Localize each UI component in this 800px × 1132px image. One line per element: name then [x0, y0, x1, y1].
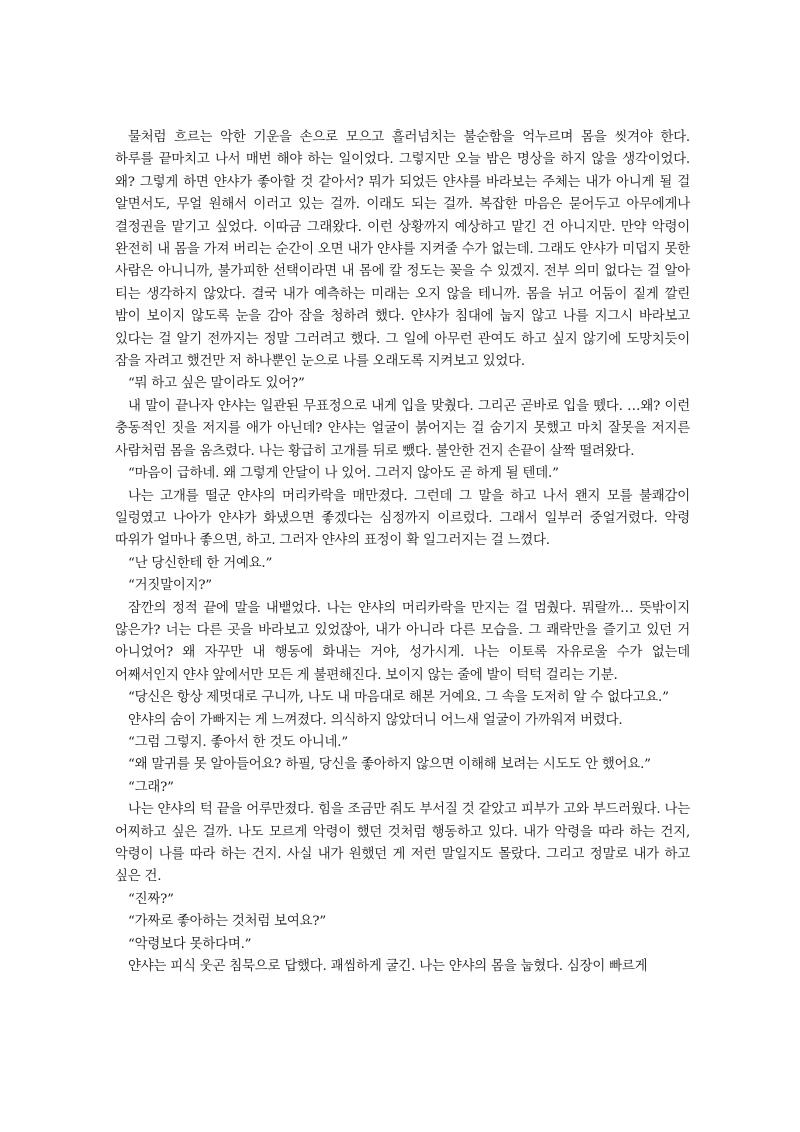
paragraph: “악령보다 못하다며.” — [128, 936, 252, 952]
paragraph: 얀샤의 숨이 가빠지는 게 느껴졌다. 의식하지 않았더니 어느새 얼굴이 가까워져 버렸다. — [128, 712, 623, 728]
paragraph: 나는 얀샤의 턱 끝을 어루만졌다. 힘을 조금만 줘도 부서질 것 같았고 피부가 고와 부드러웠다. 나는 어찌하고 싶은 걸까. 나도 모르게 악령이 했던 것처럼 행동하고 있다. 내가 악령을 따라 하는 건지, 악령이 나를 따라 하는 건지. 사실 내가 원했던 게 저런 말일지도 몰랐다. 그리고 정말로 내가 하고 싶은 건. — [115, 802, 690, 885]
paragraph: 내 말이 끝나자 얀샤는 일관된 무표정으로 내게 입을 맞췄다. 그리곤 곧바로 입을 뗐다. …왜? 이런 충동적인 짓을 저지를 애가 아닌데? 얀샤는 얼굴이 붉어지는 걸 숨기지 못했고 마치 잘못을 저지른 사람처럼 몸을 움츠렸다. 나는 황급히 고개를 뒤로 뺐다. 불안한 건지 손끝이 살짝 떨려왔다. — [115, 398, 690, 459]
paragraph: “거짓말이지?” — [128, 578, 212, 594]
paragraph: 나는 고개를 떨군 얀샤의 머리카락을 매만졌다. 그런데 그 말을 하고 나서 왠지 모를 불쾌감이 일렁였고 나아가 얀샤가 화냈으면 좋겠다는 심정까지 이르렀다. 그래서 일부러 중얼거렸다. 악령 따위가 얼마나 좋으면, 하고. 그러자 얀샤의 표정이 확 일그러지는 걸 느꼈다. — [115, 488, 690, 549]
paragraph: “마음이 급하네. 왜 그렇게 안달이 나 있어. 그러지 않아도 곧 하게 될 텐데.” — [128, 466, 559, 482]
paragraph: “가짜로 좋아하는 것처럼 보여요?” — [128, 914, 326, 930]
paragraph: “당신은 항상 제멋대로 구니까, 나도 내 마음대로 해본 거예요. 그 속을 도저히 알 수 없다고요.” — [128, 690, 669, 706]
document-body — [115, 127, 690, 978]
paragraph: “진짜?” — [128, 891, 174, 907]
paragraph: “난 당신한테 한 거예요.” — [128, 555, 273, 571]
paragraph: 잠깐의 정적 끝에 말을 내뱉었다. 나는 얀샤의 머리카락을 만지는 걸 멈췄다. 뭐랄까… 뜻밖이지 않은가? 너는 다른 곳을 바라보고 있었잖아, 내가 아니라 다른 모습을. 그 쾌락만을 즐기고 있던 거 아니었어? 왜 자꾸만 내 행동에 화내는 거야, 성가시게. 나는 이토록 자유로울 수가 없는데 어째서인지 얀샤 앞에서만 모든 게 불편해진다. 보이지 않는 줄에 발이 턱턱 걸리는 기분. — [115, 600, 690, 683]
paragraph: 얀샤는 피식 웃곤 침묵으로 답했다. 괘씸하게 굴긴. 나는 얀샤의 몸을 눕혔다. 심장이 빠르게 — [128, 959, 648, 975]
paragraph: “왜 말귀를 못 알아들어요? 하필, 당신을 좋아하지 않으면 이해해 보려는 시도도 안 했어요.” — [128, 757, 651, 773]
paragraph: 물처럼 흐르는 악한 기운을 손으로 모으고 흘러넘치는 불순함을 억누르며 몸을 씻겨야 한다. 하루를 끝마치고 나서 매번 해야 하는 일이었다. 그렇지만 오늘 밤은 명상을 하지 않을 생각이었다. 왜? 그렇게 하면 얀샤가 좋아할 것 같아서? 뭐가 되었든 얀샤를 바라보는 주체는 내가 아니게 될 걸 알면서도, 무얼 원해서 이러고 있는 걸까. 이래도 되는 걸까. 복잡한 마음은 묻어두고 아무에게나 결정권을 맡기고 싶었다. 이따금 그래왔다. 이런 상황까지 예상하고 맡긴 건 아니지만. 만약 악령이 완전히 내 몸을 가져 버리는 순간이 오면 내가 얀샤를 지켜줄 수가 없는데. 그래도 얀샤가 미덥지 못한 사람은 아니니까, 불가피한 선택이라면 내 몸에 칼 정도는 꽂을 수 있겠지. 전부 의미 없다는 걸 알아 티는 생각하지 않았다. 결국 내가 예측하는 미래는 오지 않을 테니까. 몸을 뉘고 어둠이 짙게 깔린 밤이 보이지 않도록 눈을 감아 잠을 청하려 했다. 얀샤가 침대에 눕지 않고 나를 지그시 바라보고 있다는 걸 알기 전까지는 정말 그러려고 했다. 그 일에 아무런 관여도 하고 싶지 않기에 도망치듯이 잠을 자려고 했건만 저 하나뿐인 눈으로 나를 오래도록 지켜보고 있었다. — [115, 130, 690, 370]
paragraph: “그래?” — [128, 779, 174, 795]
paragraph: “뭐 하고 싶은 말이라도 있어?” — [128, 376, 305, 392]
paragraph: “그럼 그렇지. 좋아서 한 것도 아니네.” — [128, 734, 348, 750]
